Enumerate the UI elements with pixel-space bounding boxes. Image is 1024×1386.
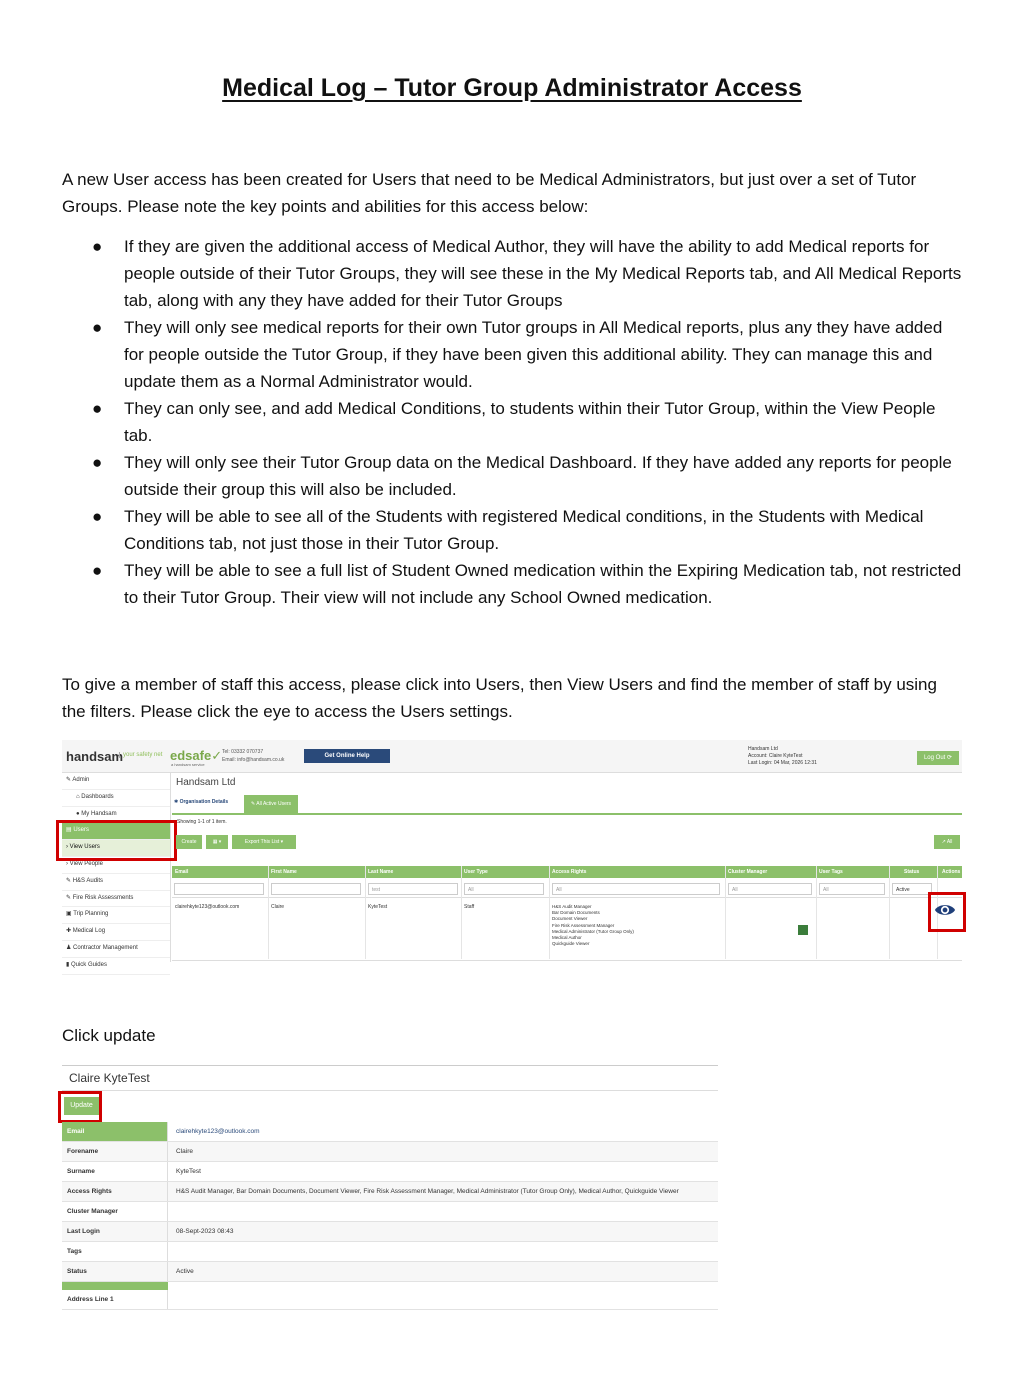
sidebar-item-view-people[interactable]: › View People (62, 857, 170, 874)
filter-user-type[interactable]: All (464, 883, 544, 895)
user-name-heading: Claire KyteTest (69, 1071, 150, 1085)
table-row (62, 1262, 718, 1282)
column-divider (461, 866, 462, 959)
table-row (172, 897, 962, 961)
list-item-text: If they are given the additional access of Medical Author, they will have the ability to add Medical reports for people outside of their Tutor Groups, they will see these in the My Medical Reports tab, and All Medical Reports tab, along with any they have added for their Tutor Groups (124, 237, 962, 310)
row-label: Forename (62, 1142, 168, 1161)
medical-icon: ✚ (66, 928, 73, 935)
user-icon: ● (76, 810, 82, 817)
page-title: Medical Log – Tutor Group Administrator Access (222, 74, 802, 102)
sidebar-item-trip-planning[interactable]: ▣ Trip Planning (62, 907, 170, 924)
sidebar-item-view-users[interactable]: › View Users (62, 840, 170, 857)
table-row (62, 1142, 718, 1162)
user-details-table (62, 1122, 718, 1310)
filter-user-tags[interactable]: All (819, 883, 885, 895)
contact-info (222, 748, 284, 764)
bullet-icon: ● (92, 237, 103, 256)
row-value[interactable]: clairehkyte123@outlook.com (176, 1128, 260, 1135)
list-item (62, 395, 962, 449)
sidebar-item-medical-log[interactable]: ✚ Medical Log (62, 924, 170, 941)
column-divider (816, 866, 817, 959)
table-row (62, 1290, 718, 1310)
list-item (62, 557, 962, 611)
update-button[interactable]: Update (64, 1097, 99, 1115)
sidebar-item-admin[interactable]: ✎ Admin (62, 773, 170, 790)
contact-email: Email: info@handsam.co.uk (222, 757, 285, 763)
intro-paragraph: A new User access has been created for Users that need to be Medical Administrators, but just over a set of Tutor Groups. Please note the key points and abilities for this access below: (62, 170, 917, 216)
sidebar-item-quick-guides[interactable]: ▮ Quick Guides (62, 958, 170, 975)
divider (62, 1090, 718, 1091)
bullet-icon: ● (92, 399, 103, 418)
list-item (62, 503, 962, 557)
org-title: Handsam Ltd (176, 777, 236, 788)
filter-email[interactable] (174, 883, 264, 895)
filter-first-name[interactable] (271, 883, 361, 895)
filter-status[interactable]: Active (892, 883, 932, 895)
row-label: Surname (62, 1162, 168, 1181)
last-login: Last Login: 04 Mar, 2026 12:31 (748, 760, 817, 766)
table-row (62, 1122, 718, 1142)
pencil-icon: ✎ (66, 877, 73, 884)
row-value: 08-Sept-2023 08:43 (176, 1228, 234, 1235)
row-label: Tags (62, 1242, 168, 1261)
row-value: KyteTest (176, 1168, 201, 1175)
filter-access-rights[interactable]: All (552, 883, 720, 895)
list-item (62, 449, 962, 503)
eye-highlight-box (928, 892, 966, 932)
status-indicator (798, 925, 808, 935)
bullet-icon: ● (92, 561, 103, 580)
logo-tagline: your safety net (119, 752, 162, 758)
grid-menu-button[interactable]: ▦ ▾ (206, 835, 228, 849)
all-button[interactable]: ↗ All (934, 835, 960, 849)
table-row (62, 1202, 718, 1222)
tab-bar (172, 795, 962, 815)
pencil-icon: ✎ (250, 801, 257, 807)
bus-icon: ▣ (66, 911, 74, 918)
row-label: Last Login (62, 1222, 168, 1241)
logout-button[interactable]: Log Out ⟳ (917, 751, 959, 765)
col-first-name[interactable]: First Name (271, 869, 297, 875)
row-value: H&S Audit Manager, Bar Domain Documents, Document Viewer, Fire Risk Assessment Manager, Medical Administrator (Tutor Group Only), Medical Author, Quickguide Viewer (176, 1188, 679, 1195)
update-highlight-box (58, 1091, 102, 1123)
sidebar-item-my-handsam[interactable]: ● My Handsam (62, 807, 170, 824)
col-email[interactable]: Email (175, 869, 189, 875)
bullet-icon: ● (92, 318, 103, 337)
list-item-text: They will be able to see all of the Students with registered Medical conditions, in the Students with Medical Conditions tab, not just those in their Tutor Group. (124, 507, 924, 553)
list-item-text: They will only see medical reports for their own Tutor groups in All Medical reports, plus any they have added for people outside the Tutor Group, if they have been given this additional ability. They can manage this and update them as a Normal Administrator would. (124, 318, 943, 391)
section-divider (62, 1282, 168, 1290)
book-icon: ▮ (66, 961, 71, 968)
sidebar-item-hs-audits[interactable]: ✎ H&S Audits (62, 874, 170, 891)
sidebar-item-fire-risk[interactable]: ✎ Fire Risk Assessments (62, 891, 170, 908)
bullet-icon: ● (92, 507, 103, 526)
sidebar (62, 773, 171, 968)
tab-all-active-users[interactable]: ✎ All Active Users (244, 795, 298, 813)
main-content (172, 773, 962, 962)
edsafe-logo: edsafe✓ (170, 748, 223, 763)
table-header (172, 866, 962, 878)
list-item-text: They can only see, and add Medical Conditions, to students within their Tutor Group, within the View People tab. (124, 399, 936, 445)
column-divider (365, 866, 366, 959)
app-header (62, 740, 962, 773)
wrench-icon: ✎ (66, 777, 73, 783)
account-name: Account: Claire KyteTest (748, 753, 803, 759)
key-points-list (62, 233, 962, 611)
chevron-right-icon: › (66, 844, 70, 851)
users-list-screenshot (62, 740, 962, 968)
chevron-right-icon: › (66, 860, 70, 867)
row-value: Active (176, 1268, 194, 1275)
table-row (62, 1182, 718, 1202)
bullet-icon: ● (92, 453, 103, 472)
column-divider (268, 866, 269, 959)
click-update-label: Click update (62, 1026, 156, 1045)
instructions-paragraph: To give a member of staff this access, please click into Users, then View Users and find the member of staff by using the filters. Please click the eye to access the Users settings. (62, 675, 937, 721)
filter-cluster-manager[interactable]: All (728, 883, 812, 895)
account-info (748, 746, 817, 767)
col-actions: Actions (942, 869, 961, 875)
asterisk-icon: ✱ (174, 799, 180, 805)
col-access-rights[interactable]: Access Rights (552, 869, 587, 875)
cell-first-name: Claire (271, 904, 285, 910)
list-item (62, 314, 962, 395)
cell-user-type: Staff (464, 904, 475, 910)
create-button[interactable]: Create (176, 835, 202, 849)
col-user-tags[interactable]: User Tags (819, 869, 843, 875)
list-item-text: They will only see their Tutor Group data on the Medical Dashboard. If they have added any reports for people outside their group this will also be included. (124, 453, 952, 499)
list-item (62, 233, 962, 314)
users-highlight-box (56, 820, 177, 861)
column-divider (549, 866, 550, 959)
col-cluster-manager[interactable]: Cluster Manager (728, 869, 768, 875)
sidebar-item-dashboards[interactable]: ⌂ Dashboards (62, 790, 170, 807)
user-details-screenshot (62, 1065, 718, 1306)
column-divider (889, 866, 890, 959)
table-row (62, 1242, 718, 1262)
sidebar-item-users[interactable]: ▤ Users (62, 823, 170, 840)
cell-last-name: KyteTest (368, 904, 388, 910)
handsam-logo: handsam (66, 749, 124, 764)
table-row (62, 1162, 718, 1182)
account-org: Handsam Ltd (748, 746, 778, 752)
col-status[interactable]: Status (904, 869, 920, 875)
sidebar-item-contractor[interactable]: ♟ Contractor Management (62, 941, 170, 958)
row-value: Claire (176, 1148, 193, 1155)
home-icon: ⌂ (76, 793, 82, 800)
row-label: Status (62, 1262, 168, 1281)
row-label: Cluster Manager (62, 1202, 168, 1221)
column-divider (725, 866, 726, 959)
row-label: Email (62, 1122, 168, 1141)
col-last-name[interactable]: Last Name (368, 869, 394, 875)
pencil-icon: ✎ (66, 894, 73, 901)
cell-access-rights: H&S Audit Manager Bar Domain Documents Document Viewer Fire Risk Assessment Manager Medical Administrator (Tutor Group Only) Medical Author Quickguide Viewer (552, 904, 634, 947)
result-count: Showing 1-1 of 1 item. (177, 819, 227, 825)
table-row (62, 1222, 718, 1242)
contractor-icon: ♟ (66, 944, 74, 951)
list-item-text: They will be able to see a full list of Student Owned medication within the Expiring Medication tab, not restricted to their Tutor Group. Their view will not include any School Owned medication. (124, 561, 962, 607)
col-user-type[interactable]: User Type (464, 869, 488, 875)
export-button[interactable]: Export This List ▾ (232, 835, 296, 849)
edsafe-tagline: a handsam service (171, 762, 205, 767)
row-label: Address Line 1 (62, 1290, 168, 1309)
cell-email: clairehkyte123@outlook.com (175, 904, 240, 910)
row-label: Access Rights (62, 1182, 168, 1201)
help-button[interactable]: Get Online Help (304, 749, 390, 763)
users-icon: ▤ (66, 827, 74, 834)
tab-organisation-details[interactable]: ✱ Organisation Details (174, 799, 229, 805)
filter-last-name[interactable]: test (368, 883, 458, 895)
contact-tel: Tel: 03332 070737 (222, 749, 264, 755)
